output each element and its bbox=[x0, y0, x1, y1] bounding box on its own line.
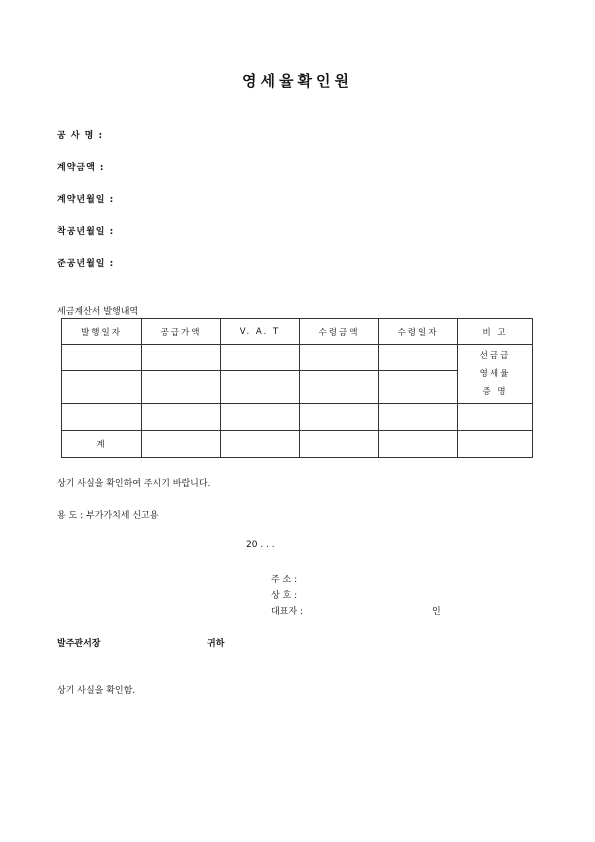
confirm-text: 상기 사실을 확인함. bbox=[57, 686, 136, 696]
representative-label: 대표자 : bbox=[271, 607, 303, 617]
table-cell bbox=[300, 431, 379, 458]
total-row bbox=[62, 431, 533, 458]
table-cell bbox=[379, 431, 458, 458]
table-cell bbox=[221, 371, 300, 404]
table-cell bbox=[379, 345, 458, 371]
table-cell bbox=[62, 345, 142, 371]
remark-line: 증 명 bbox=[482, 387, 508, 397]
header-received-amount: 수령금액 bbox=[300, 319, 379, 345]
table-cell bbox=[62, 404, 142, 431]
contract-amount-label: 계약금액 : bbox=[57, 163, 105, 173]
request-text: 상기 사실을 확인하여 주시기 바랍니다. bbox=[57, 479, 211, 489]
table-cell bbox=[142, 371, 221, 404]
document-title: 영세율확인원 bbox=[242, 72, 353, 90]
table-cell bbox=[142, 404, 221, 431]
header-supply-amount: 공급가액 bbox=[142, 319, 221, 345]
table-header-row bbox=[62, 319, 533, 345]
table-cell bbox=[142, 431, 221, 458]
contract-date-label: 계약년월일 : bbox=[57, 195, 115, 205]
total-label: 계 bbox=[62, 431, 142, 458]
table-cell bbox=[379, 404, 458, 431]
purpose-value: 부가가치세 신고용 bbox=[86, 511, 159, 521]
remark-line: 영세율 bbox=[479, 369, 511, 379]
header-vat: V. A. T bbox=[221, 319, 300, 345]
addressee-office: 발주관서장 bbox=[57, 639, 101, 649]
purpose-line bbox=[57, 508, 158, 521]
section-label: 세금계산서 발행내역 bbox=[57, 307, 139, 317]
table-cell bbox=[300, 371, 379, 404]
header-remarks: 비 고 bbox=[458, 319, 533, 345]
project-name-label: 공 사 명 : bbox=[57, 131, 104, 141]
header-received-date: 수령일자 bbox=[379, 319, 458, 345]
table-cell bbox=[458, 404, 533, 431]
invoice-table bbox=[61, 318, 533, 458]
table-cell bbox=[142, 345, 221, 371]
completion-date-label: 준공년월일 : bbox=[57, 259, 115, 269]
purpose-label: 용 도 : bbox=[57, 511, 84, 521]
address-label: 주 소 : bbox=[271, 575, 298, 585]
table-cell bbox=[221, 345, 300, 371]
remarks-cell bbox=[458, 345, 533, 404]
table-cell bbox=[300, 345, 379, 371]
table-cell bbox=[221, 404, 300, 431]
remark-line: 선금급 bbox=[479, 351, 511, 361]
table-row bbox=[62, 345, 533, 371]
addressee-honorific: 귀하 bbox=[207, 639, 225, 649]
header-issue-date: 발행일자 bbox=[62, 319, 142, 345]
seal-mark: 인 bbox=[432, 607, 441, 617]
date-line: 20 . . . bbox=[246, 540, 275, 550]
table-cell bbox=[300, 404, 379, 431]
table-cell bbox=[221, 431, 300, 458]
table-row bbox=[62, 404, 533, 431]
table-cell bbox=[458, 431, 533, 458]
start-date-label: 착공년월일 : bbox=[57, 227, 115, 237]
table-cell bbox=[379, 371, 458, 404]
table-cell bbox=[62, 371, 142, 404]
company-label: 상 호 : bbox=[271, 591, 298, 601]
